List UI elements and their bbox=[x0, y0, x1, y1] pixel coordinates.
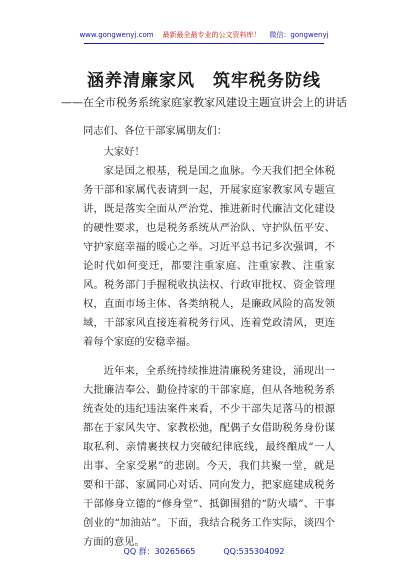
header-divider bbox=[84, 43, 324, 44]
document-body bbox=[83, 122, 335, 552]
document-title bbox=[0, 70, 408, 92]
footer-qq-group: QQ 群：30265665 bbox=[123, 547, 196, 556]
title-part-1: 涵养清廉家风 bbox=[87, 71, 195, 91]
salutation: 同志们、各位干部家属朋友们： bbox=[83, 125, 228, 137]
page-header bbox=[0, 31, 408, 40]
footer-qq: QQ:535304092 bbox=[223, 547, 285, 556]
title-part-2: 筑牢税务防线 bbox=[213, 71, 321, 91]
greeting: 大家好！ bbox=[103, 146, 145, 158]
paragraph-2: 近年来，全系统持续推进清廉税务建设，涌现出一大批廉洁奉公、勤俭持家的干部家庭，但从各地税务系统查处的违纪违法案件来看，不少干部失足落马的根源都在于家风失守、家教松弛，配偶子女借助税务身份谋取私利、亲情裹挟权力突破纪律底线，最终酿成“一人出事、全家受累”的悲剧。今天，我们共聚一堂，就是要和干部、家属同心对话、同向发力，把家庭建成税务干部修身立德的“修身堂”、抵御围猎的“防火墙”、干事创业的“加油站”。下面，我结合税务工作实际，谈四个方面的意见。 bbox=[83, 365, 335, 548]
header-site-link[interactable]: www.gongwenyj.com bbox=[79, 31, 154, 39]
paragraph-1: 家是国之根基，税是国之血脉。今天我们把全体税务干部和家属代表请到一起，开展家庭家教家风专题宣讲，既是落实全面从严治党、推进新时代廉洁文化建设的硬性要求，也是税务系统从严治队、守护队伍平安、守护家庭幸福的暖心之举。习近平总书记多次强调，不论时代如何变迁，都要注重家庭、注重家教、注重家风。税务部门手握税收执法权、行政审批权、资金管理权，直面市场主体、各类纳税人，是廉政风险的高发领域，干部家风直接连着税务行风、连着党政清风，更连着每个家庭的安稳幸福。 bbox=[83, 165, 335, 348]
document-subtitle: ——在全市税务系统家庭家教家风建设主题宣讲会上的讲话 bbox=[61, 96, 347, 109]
page-footer bbox=[0, 547, 408, 557]
header-wechat: 微信：gongwenyj bbox=[269, 31, 329, 39]
header-slogan: 最新最全最专业的公文资料库！ bbox=[162, 31, 261, 39]
